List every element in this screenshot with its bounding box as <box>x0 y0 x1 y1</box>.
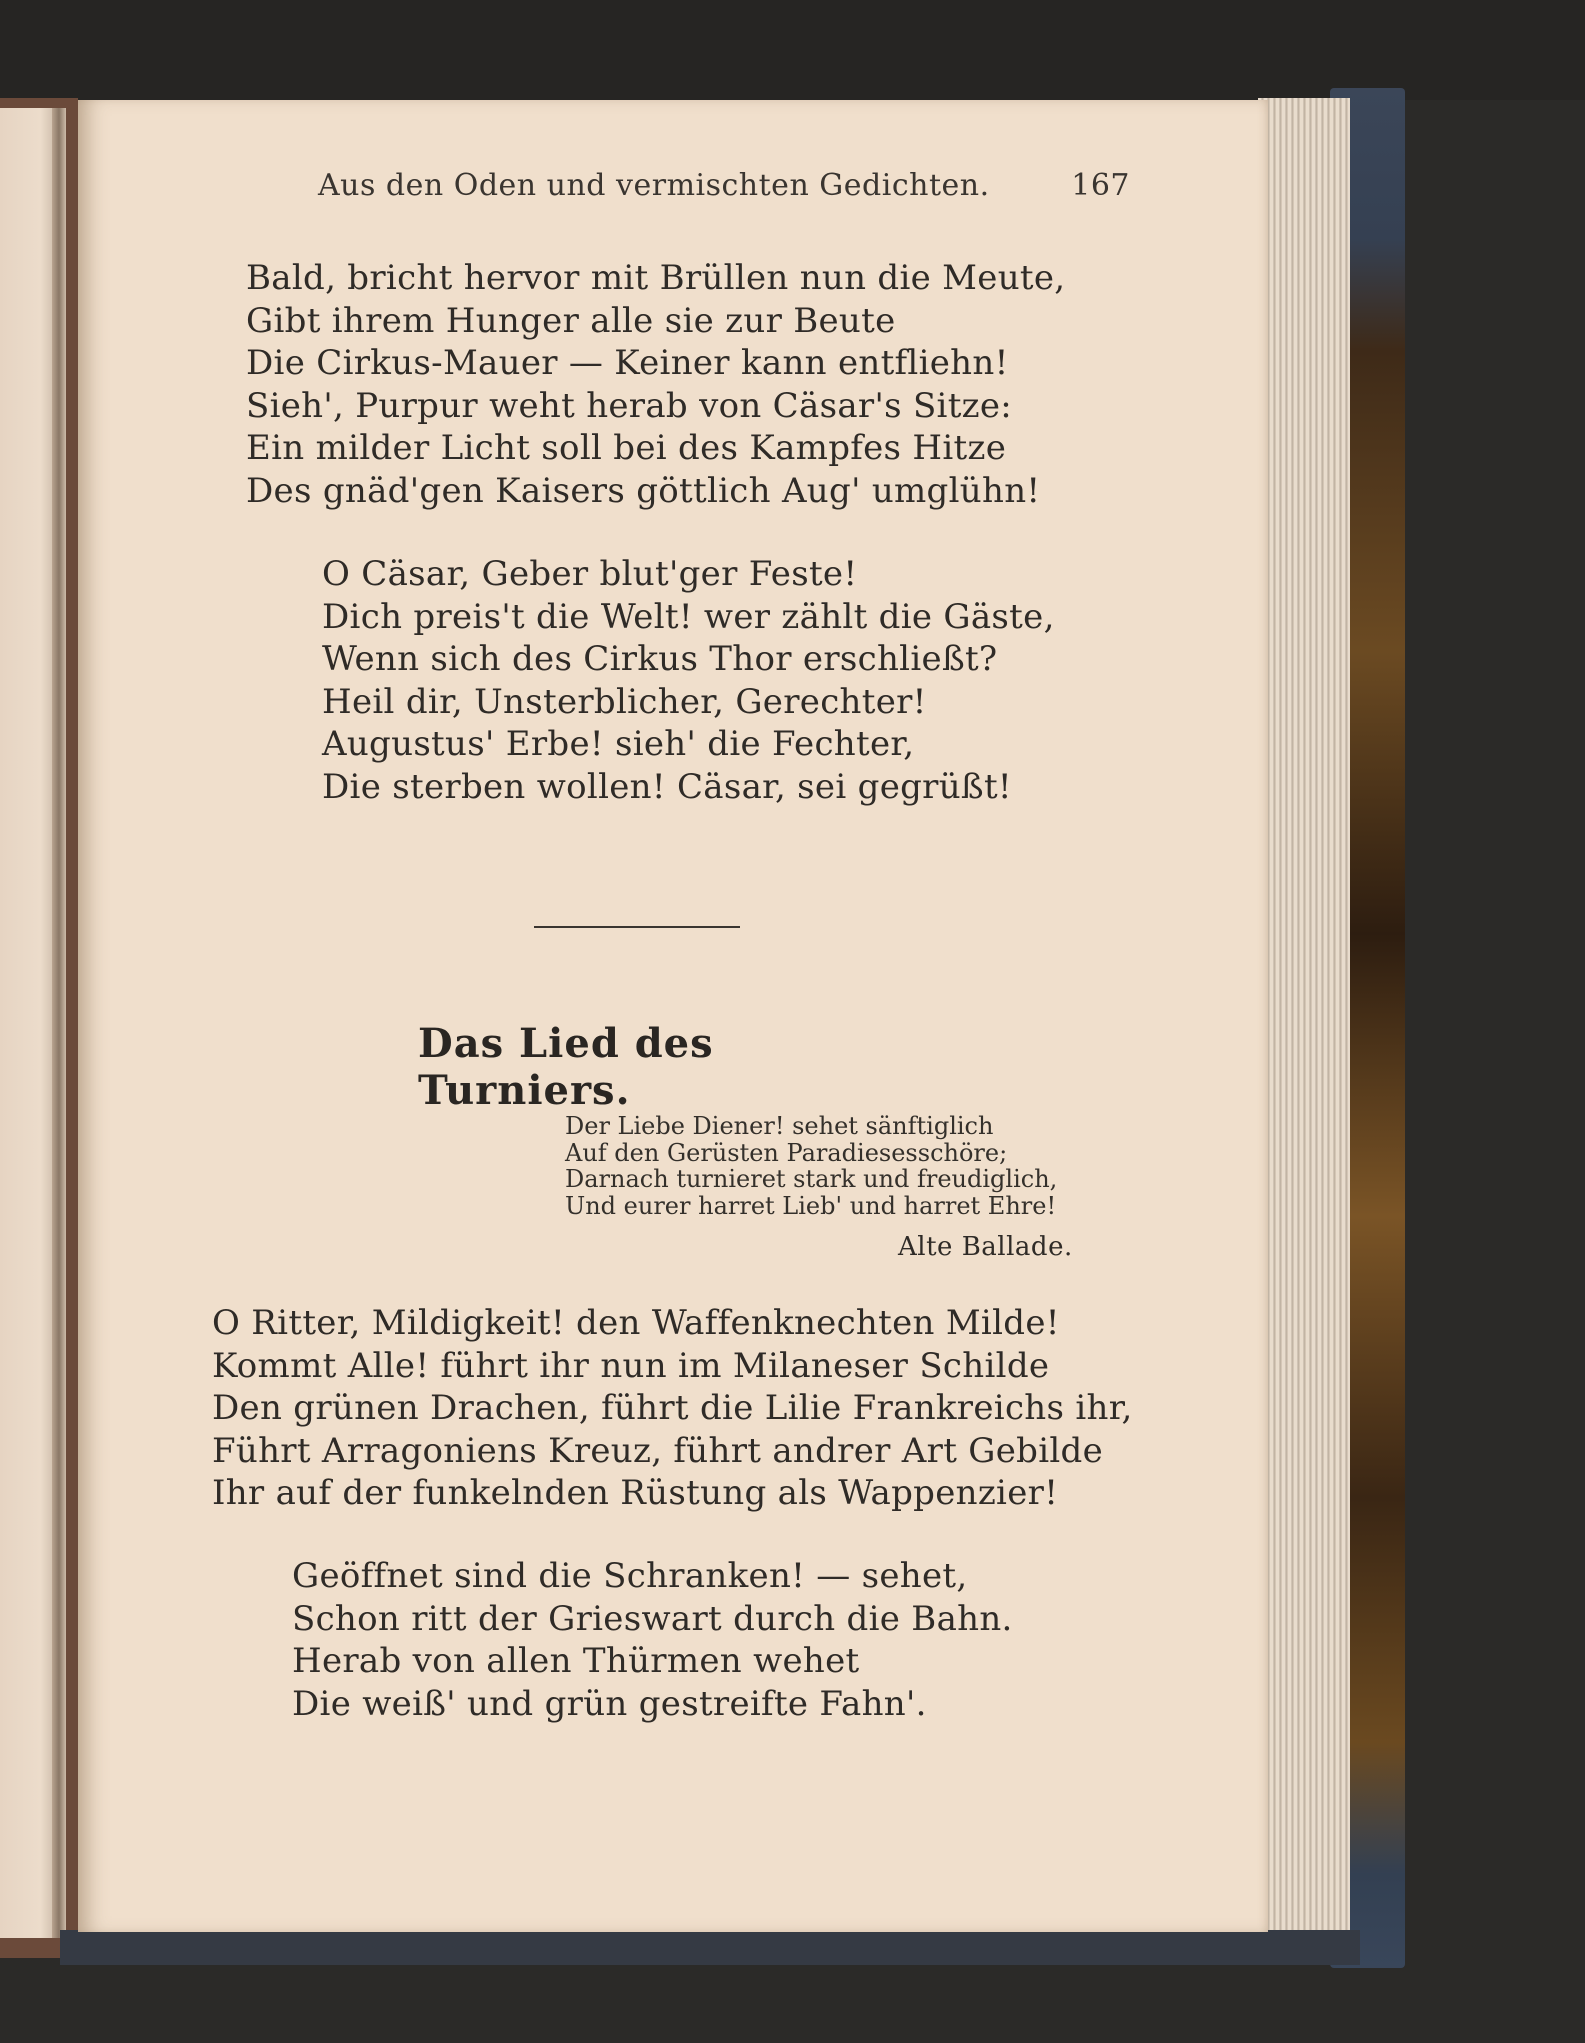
epigraph-line: Und eurer harret Lieb' und harret Ehre! <box>565 1191 1057 1220</box>
verse-line: Sieh', Purpur weht herab von Cäsar's Sitze: <box>246 385 1013 426</box>
cover-bottom-edge <box>60 1930 1360 1965</box>
scan-background <box>0 0 1585 100</box>
epigraph-line: Darnach turnieret stark und freudiglich, <box>565 1165 1058 1193</box>
verse-line: Wenn sich des Cirkus Thor erschließt? <box>322 639 998 679</box>
stanza-2 <box>322 553 1055 808</box>
verse-line: Des gnäd'gen Kaisers göttlich Aug' umglühn! <box>246 470 1041 511</box>
verse-line: Dich preis't die Welt! wer zählt die Gäste, <box>322 596 1055 637</box>
verse-line: Herab von allen Thürmen wehet <box>292 1641 860 1681</box>
verse-line: Ihr auf der funkelnden Rüstung als Wappenzier! <box>212 1473 1059 1513</box>
verse-line: O Cäsar, Geber blut'ger Feste! <box>322 554 858 594</box>
verse-line: Führt Arragoniens Kreuz, führt andrer Art Gebilde <box>212 1430 1104 1471</box>
verse-line: Heil dir, Unsterblicher, Gerechter! <box>322 681 927 722</box>
verse-line: Die weiß' und grün gestreifte Fahn'. <box>292 1683 927 1724</box>
verse-line: Bald, bricht hervor mit Brüllen nun die Meute, <box>246 258 1066 298</box>
epigraph-line: Auf den Gerüsten Paradiesesschöre; <box>565 1138 1008 1167</box>
epigraph-attribution: Alte Ballade. <box>898 1232 1073 1262</box>
epigraph-line: Der Liebe Diener! sehet sänftiglich <box>565 1112 994 1140</box>
verse-line: Kommt Alle! führt ihr nun im Milaneser Schilde <box>212 1345 1050 1386</box>
verse-line: Geöffnet sind die Schranken! — sehet, <box>292 1556 968 1596</box>
page-number: 167 <box>1071 168 1130 203</box>
stanza-4 <box>292 1555 1013 1725</box>
running-title: Aus den Oden und vermischten Gedichten. <box>318 168 990 203</box>
verse-line: O Ritter, Mildigkeit! den Waffenknechten Milde! <box>212 1303 1060 1343</box>
verse-line: Die sterben wollen! Cäsar, sei gegrüßt! <box>322 766 1012 807</box>
verse-line: Gibt ihrem Hunger alle sie zur Beute <box>246 300 896 341</box>
verse-line: Den grünen Drachen, führt die Lilie Frankreichs ihr, <box>212 1388 1133 1428</box>
verse-line: Die Cirkus-Mauer — Keiner kann entfliehn! <box>246 343 1009 383</box>
stanza-1 <box>246 257 1065 512</box>
verse-line: Ein milder Licht soll bei des Kampfes Hitze <box>246 428 1007 468</box>
left-page-edge <box>0 108 58 1938</box>
section-divider <box>534 926 740 928</box>
gutter-shadow <box>52 108 66 1938</box>
epigraph <box>565 1113 1065 1219</box>
stanza-3 <box>212 1302 1133 1515</box>
page-stack-edge <box>1258 98 1350 1948</box>
verse-line: Schon ritt der Grieswart durch die Bahn. <box>292 1598 1013 1639</box>
poem-title: Das Lied des Turniers. <box>418 1020 714 1114</box>
verse-line: Augustus' Erbe! sieh' die Fechter, <box>322 724 915 764</box>
